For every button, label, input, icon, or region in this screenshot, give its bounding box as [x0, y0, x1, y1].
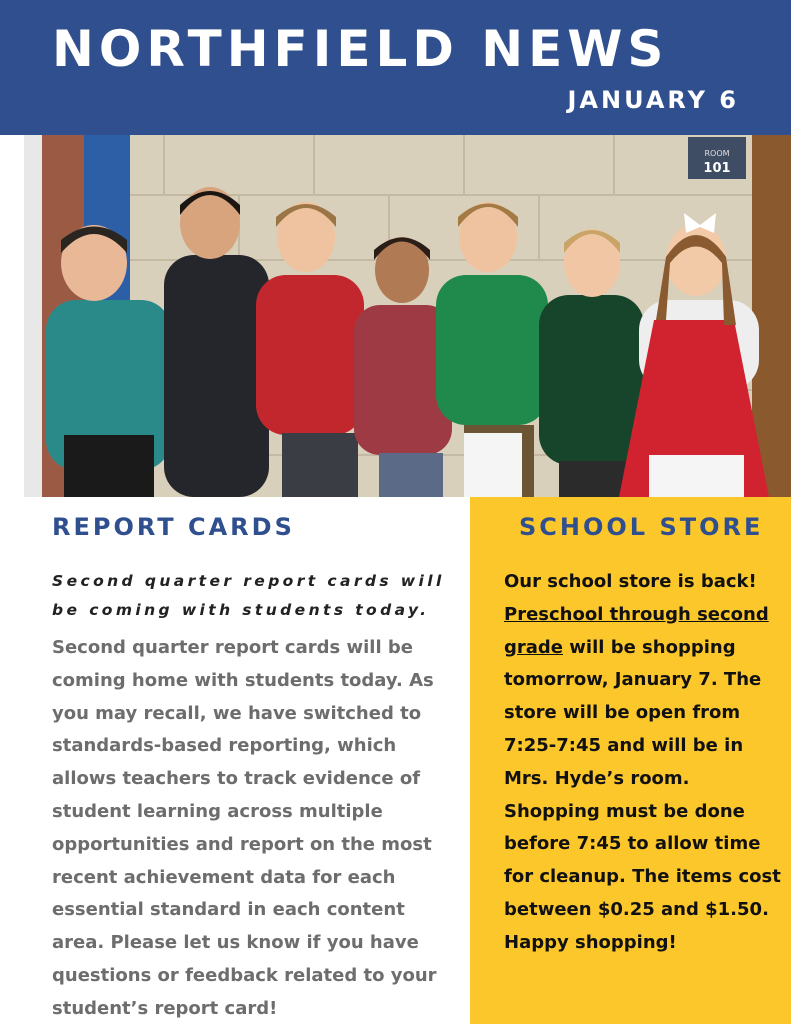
- room-sign-number: 101: [703, 161, 731, 176]
- school-store-grades: Preschool through second grade: [504, 603, 769, 658]
- school-store-body: [504, 566, 789, 960]
- header-banner: [0, 0, 791, 135]
- school-store-heading: SCHOOL STORE: [519, 513, 764, 541]
- room-sign-label: ROOM: [704, 149, 730, 158]
- report-cards-subheading: Second quarter report cards will be coming with students today.: [52, 572, 445, 619]
- school-store-intro: Our school store is back!: [504, 571, 757, 592]
- report-cards-body: Second quarter report cards will be coming home with students today. As you may recall, we have switched to standards-based reporting, which allows teachers to track evidence of student learning across multiple opportunities and report on the most recent achievement data for each essential standard in each content area. Please let us know if you have questions or feedback related to your student’s report card!: [52, 637, 437, 1019]
- report-cards-heading: REPORT CARDS: [52, 513, 295, 541]
- school-store-details: will be shopping tomorrow, January 7. The store will be open from 7:25-7:45 and will be in Mrs. Hyde’s room. Shopping must be done before 7:45 to allow time for cleanup. The items cost between $0.25 and $1.50. Happy shopping!: [504, 636, 781, 953]
- class-photo: [24, 135, 791, 497]
- class-photo-illustration: [24, 135, 791, 497]
- newsletter-title: NORTHFIELD NEWS: [52, 20, 669, 78]
- newsletter-date: JANUARY 6: [567, 86, 739, 114]
